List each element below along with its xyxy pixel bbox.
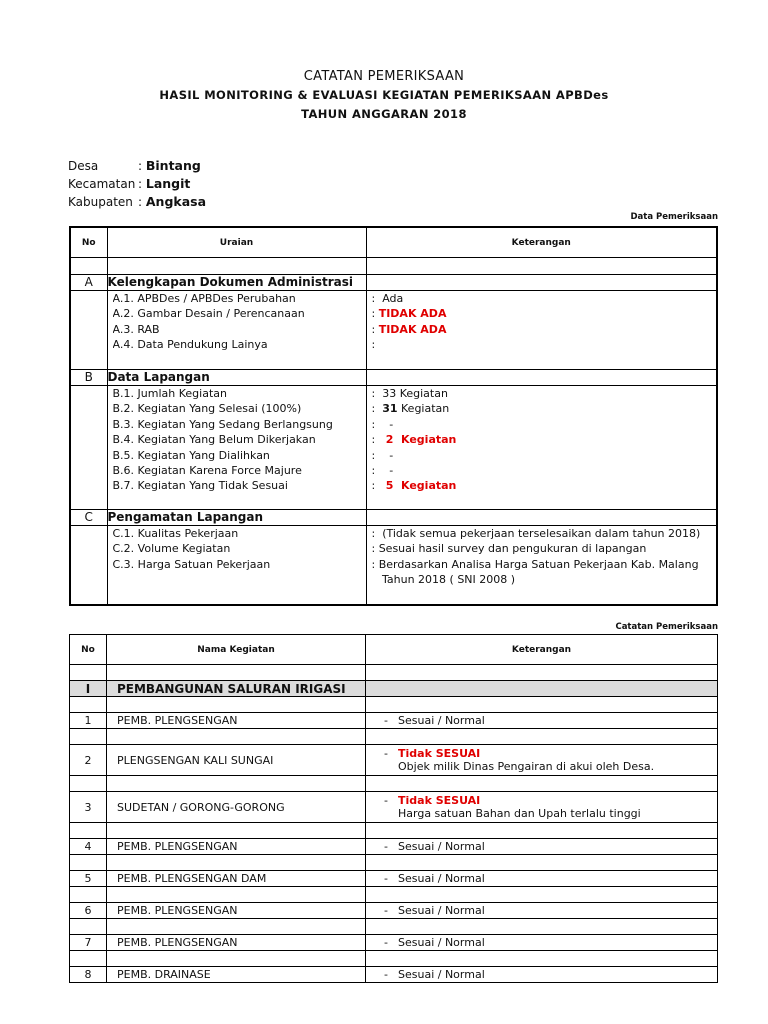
status-text: Sesuai / Normal bbox=[398, 872, 485, 885]
kabupaten-label: Kabupaten bbox=[68, 195, 133, 209]
spacer-cell bbox=[107, 697, 366, 713]
category-keterangan bbox=[366, 681, 718, 697]
item-value: : (Tidak semua pekerjaan terselesaikan dalam tahun 2018) bbox=[371, 527, 701, 540]
spacer-cell bbox=[107, 776, 366, 792]
status-text: Sesuai / Normal bbox=[398, 936, 485, 949]
section-title: Kelengkapan Dokumen Administrasi bbox=[107, 275, 366, 291]
spacer-cell bbox=[366, 887, 718, 903]
kabupaten-value: Angkasa bbox=[145, 194, 207, 209]
section-a-values bbox=[366, 291, 717, 370]
header-keterangan: Keterangan bbox=[366, 227, 717, 258]
row-nama-kegiatan: PEMB. PLENGSENGAN bbox=[107, 935, 366, 951]
category-row bbox=[70, 681, 718, 697]
row-nama-kegiatan: PEMB. PLENGSENGAN bbox=[107, 903, 366, 919]
item-label: B.7. Kegiatan Yang Tidak Sesuai bbox=[112, 479, 288, 493]
row-keterangan bbox=[366, 935, 718, 951]
category-no: I bbox=[70, 681, 107, 697]
row-keterangan bbox=[366, 967, 718, 983]
item-value: : Ada bbox=[371, 292, 404, 305]
desa-label: Desa bbox=[68, 159, 99, 173]
desa-value: Bintang bbox=[145, 158, 201, 173]
table-row bbox=[70, 839, 718, 855]
status-dash: - bbox=[384, 904, 388, 917]
item-value: Tahun 2018 ( SNI 2008 ) bbox=[382, 573, 516, 587]
item-value-flag: TIDAK ADA bbox=[378, 307, 447, 321]
row-keterangan bbox=[366, 745, 718, 776]
item-label: B.4. Kegiatan Yang Belum Dikerjakan bbox=[112, 433, 316, 447]
item-value-number: 31 bbox=[382, 402, 398, 416]
catatan-pemeriksaan-table bbox=[69, 634, 718, 983]
spacer-cell bbox=[107, 951, 366, 967]
status-dash: - bbox=[384, 747, 388, 760]
status-text: Sesuai / Normal bbox=[398, 968, 485, 981]
section-row-c bbox=[70, 510, 717, 526]
row-status bbox=[384, 840, 717, 853]
spacer-cell bbox=[107, 919, 366, 935]
table-header-row bbox=[70, 635, 718, 665]
item-value-flag: 2 Kegiatan bbox=[385, 433, 457, 447]
row-status bbox=[384, 936, 717, 949]
spacer-row bbox=[70, 776, 718, 792]
spacer-row bbox=[70, 258, 717, 275]
spacer-cell bbox=[70, 665, 107, 681]
info-row-kabupaten bbox=[68, 193, 206, 211]
info-row-kecamatan bbox=[68, 175, 206, 193]
status-text: Sesuai / Normal bbox=[398, 904, 485, 917]
row-nama-kegiatan: PEMB. DRAINASE bbox=[107, 967, 366, 983]
table-row bbox=[70, 871, 718, 887]
spacer-cell bbox=[107, 729, 366, 745]
item-value: : - bbox=[371, 448, 394, 462]
row-status bbox=[384, 714, 717, 727]
row-status bbox=[384, 904, 717, 917]
kecamatan-value: Langit bbox=[145, 176, 191, 191]
row-nama-kegiatan: PEMB. PLENGSENGAN DAM bbox=[107, 871, 366, 887]
table-row bbox=[70, 792, 718, 823]
spacer-cell bbox=[366, 951, 718, 967]
item-value: : TIDAK ADA bbox=[371, 322, 447, 336]
header-no: No bbox=[70, 635, 107, 665]
desa-separator: : bbox=[138, 159, 143, 173]
spacer-cell bbox=[107, 823, 366, 839]
section-b-values bbox=[366, 386, 717, 510]
header-no: No bbox=[70, 227, 107, 258]
row-no: 5 bbox=[70, 871, 107, 887]
section-no: A bbox=[70, 275, 107, 291]
kabupaten-separator: : bbox=[138, 195, 143, 209]
row-note: Objek milik Dinas Pengairan di akui oleh Desa. bbox=[398, 760, 655, 773]
row-no: 6 bbox=[70, 903, 107, 919]
item-value: : Berdasarkan Analisa Harga Satuan Pekerjaan Kab. Malang bbox=[371, 557, 699, 571]
row-nama-kegiatan: SUDETAN / GORONG-GORONG bbox=[107, 792, 366, 823]
table-row bbox=[70, 967, 718, 983]
row-keterangan bbox=[366, 903, 718, 919]
row-nama-kegiatan: PEMB. PLENGSENGAN bbox=[107, 713, 366, 729]
spacer-row bbox=[70, 729, 718, 745]
table2-caption: Catatan Pemeriksaan bbox=[615, 622, 718, 632]
item-label: B.1. Jumlah Kegiatan bbox=[112, 387, 227, 400]
status-dash: - bbox=[384, 794, 388, 807]
spacer-row bbox=[70, 951, 718, 967]
data-pemeriksaan-table bbox=[69, 226, 718, 606]
spacer-cell bbox=[70, 919, 107, 935]
section-a-labels bbox=[107, 291, 366, 370]
document-subtitle: HASIL MONITORING & EVALUASI KEGIATAN PEMERIKSAAN APBDes bbox=[159, 88, 609, 102]
table2-body bbox=[70, 665, 718, 983]
status-dash: - bbox=[384, 840, 388, 853]
row-no: 3 bbox=[70, 792, 107, 823]
row-status bbox=[384, 747, 717, 760]
header-uraian: Uraian bbox=[107, 227, 366, 258]
header-keterangan: Keterangan bbox=[366, 635, 718, 665]
section-row-a bbox=[70, 275, 717, 291]
status-text: Tidak SESUAI bbox=[398, 747, 481, 760]
row-no: 2 bbox=[70, 745, 107, 776]
item-label: C.2. Volume Kegiatan bbox=[112, 542, 231, 556]
document-header bbox=[0, 68, 768, 124]
row-no: 4 bbox=[70, 839, 107, 855]
status-text: Sesuai / Normal bbox=[398, 714, 485, 727]
spacer-row bbox=[70, 919, 718, 935]
row-no: 1 bbox=[70, 713, 107, 729]
item-label: C.3. Harga Satuan Pekerjaan bbox=[112, 557, 271, 571]
row-nama-kegiatan: PLENGSENGAN KALI SUNGAI bbox=[107, 745, 366, 776]
row-note: Harga satuan Bahan dan Upah terlalu tinggi bbox=[398, 807, 641, 820]
header-nama-kegiatan: Nama Kegiatan bbox=[107, 635, 366, 665]
spacer-cell bbox=[107, 855, 366, 871]
item-value: : 31 Kegiatan bbox=[371, 402, 450, 416]
spacer-cell bbox=[70, 776, 107, 792]
item-label: A.1. APBDes / APBDes Perubahan bbox=[112, 292, 296, 305]
section-c-values bbox=[366, 526, 717, 606]
category-name: PEMBANGUNAN SALURAN IRIGASI bbox=[107, 681, 366, 697]
item-label: C.1. Kualitas Pekerjaan bbox=[112, 527, 239, 540]
spacer-row bbox=[70, 855, 718, 871]
section-items-a bbox=[70, 291, 717, 370]
item-value: : Sesuai hasil survey dan pengukuran di lapangan bbox=[371, 542, 647, 556]
item-label: B.5. Kegiatan Yang Dialihkan bbox=[112, 448, 270, 462]
spacer-cell bbox=[70, 729, 107, 745]
item-value: : - bbox=[371, 463, 394, 477]
spacer-row bbox=[70, 887, 718, 903]
table-row bbox=[70, 745, 718, 776]
status-text: Sesuai / Normal bbox=[398, 840, 485, 853]
table-header-row bbox=[70, 227, 717, 258]
item-value: : TIDAK ADA bbox=[371, 307, 447, 321]
table-row bbox=[70, 713, 718, 729]
spacer-cell bbox=[366, 729, 718, 745]
status-text: Tidak SESUAI bbox=[398, 794, 481, 807]
section-c-labels bbox=[107, 526, 366, 606]
spacer-cell bbox=[366, 823, 718, 839]
status-dash: - bbox=[384, 872, 388, 885]
section-title: Data Lapangan bbox=[107, 370, 366, 386]
table-row bbox=[70, 903, 718, 919]
row-no: 7 bbox=[70, 935, 107, 951]
item-label: A.2. Gambar Desain / Perencanaan bbox=[112, 307, 305, 321]
item-value-flag: 5 Kegiatan bbox=[385, 479, 457, 493]
section-no: C bbox=[70, 510, 107, 526]
spacer-row bbox=[70, 823, 718, 839]
section-b-labels bbox=[107, 386, 366, 510]
row-no: 8 bbox=[70, 967, 107, 983]
row-keterangan bbox=[366, 713, 718, 729]
table1-caption: Data Pemeriksaan bbox=[630, 212, 718, 222]
item-value: : 2 Kegiatan bbox=[371, 433, 457, 447]
item-label: B.3. Kegiatan Yang Sedang Berlangsung bbox=[112, 417, 333, 431]
section-title: Pengamatan Lapangan bbox=[107, 510, 366, 526]
spacer-cell bbox=[366, 855, 718, 871]
document-year: TAHUN ANGGARAN 2018 bbox=[301, 107, 467, 121]
table-row bbox=[70, 935, 718, 951]
spacer-row bbox=[70, 697, 718, 713]
item-value: : 33 Kegiatan bbox=[371, 387, 448, 400]
spacer-cell bbox=[70, 855, 107, 871]
status-dash: - bbox=[384, 714, 388, 727]
info-row-desa bbox=[68, 157, 206, 175]
section-items-c bbox=[70, 526, 717, 606]
row-keterangan bbox=[366, 871, 718, 887]
spacer-cell bbox=[107, 887, 366, 903]
item-label: B.2. Kegiatan Yang Selesai (100%) bbox=[112, 402, 302, 416]
item-value-flag: TIDAK ADA bbox=[378, 322, 447, 336]
item-label: A.3. RAB bbox=[112, 322, 160, 336]
item-label: B.6. Kegiatan Karena Force Majure bbox=[112, 463, 302, 477]
status-dash: - bbox=[384, 936, 388, 949]
spacer-cell bbox=[366, 919, 718, 935]
row-keterangan bbox=[366, 839, 718, 855]
spacer-cell bbox=[366, 776, 718, 792]
item-value: : 5 Kegiatan bbox=[371, 479, 457, 493]
row-status bbox=[384, 872, 717, 885]
section-items-b bbox=[70, 386, 717, 510]
spacer-cell bbox=[107, 665, 366, 681]
row-keterangan bbox=[366, 792, 718, 823]
spacer-row bbox=[70, 665, 718, 681]
row-nama-kegiatan: PEMB. PLENGSENGAN bbox=[107, 839, 366, 855]
section-row-b bbox=[70, 370, 717, 386]
document-title: CATATAN PEMERIKSAAN bbox=[303, 69, 465, 84]
spacer-cell bbox=[70, 887, 107, 903]
item-label: A.4. Data Pendukung Lainya bbox=[112, 338, 268, 352]
item-label bbox=[113, 572, 366, 587]
spacer-cell bbox=[366, 665, 718, 681]
spacer-cell bbox=[70, 823, 107, 839]
item-value: : - bbox=[371, 417, 394, 431]
spacer-cell bbox=[70, 951, 107, 967]
item-value: : bbox=[371, 338, 376, 352]
spacer-cell bbox=[366, 697, 718, 713]
spacer-cell bbox=[70, 697, 107, 713]
location-info bbox=[68, 157, 206, 211]
status-dash: - bbox=[384, 968, 388, 981]
kecamatan-separator: : bbox=[138, 177, 143, 191]
row-status bbox=[384, 968, 717, 981]
section-no: B bbox=[70, 370, 107, 386]
kecamatan-label: Kecamatan bbox=[68, 177, 136, 191]
row-status bbox=[384, 794, 717, 807]
